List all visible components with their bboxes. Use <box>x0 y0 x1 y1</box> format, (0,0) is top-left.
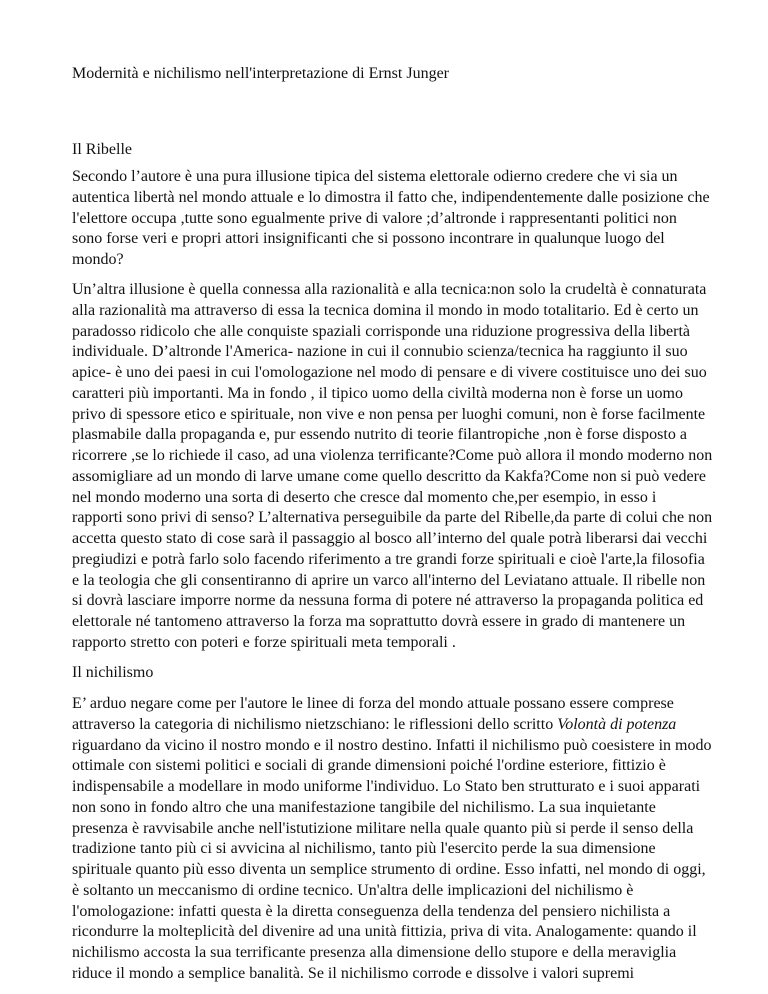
text-line: indispensabile a modellare in modo uniforme l'individuo. Lo Stato ben strutturato e i suoi apparati <box>72 778 701 795</box>
text-line: spirituale quanto più esso diventa un semplice strumento di ordine. Esso infatti, nel mondo di oggi, <box>72 861 706 878</box>
title-text: Modernità e nichilismo nell'interpretazione di Ernst Junger <box>72 65 449 82</box>
paragraph-2 <box>72 280 712 654</box>
document-title <box>72 64 449 85</box>
text-line: Un’altra illusione è quella connessa alla razionalità e alla tecnica:non solo la crudeltà è connaturata <box>72 281 707 298</box>
text-line: nichilismo accosta la sua terrificante presenza alla dimensione dello stupore e della meraviglia <box>72 944 677 961</box>
text-line: ottimale con sistemi politici e sociali di grande dimensioni poiché l'ordine esteriore, fittizio è <box>72 757 666 775</box>
text-line: riduce il mondo a semplice banalità. Se il nichilismo corrode e dissolve i valori supremi <box>72 964 635 982</box>
text-line: ricondurre la molteplicità del divenire ad una unità fittizia, priva di vita. Analogamente: quando il <box>72 923 697 941</box>
section-heading-nichilismo <box>72 663 153 684</box>
text-line: caratteri più importanti. Ma in fondo , il tipico uomo della civiltà moderna non è forse un uomo <box>72 384 683 402</box>
text-line: E’ arduo negare come per l'autore le linee di forza del mondo attuale possano essere comprese <box>72 695 674 712</box>
text-segment: attraverso la categoria di nichilismo nietzschiano: le riflessioni dello scritto <box>72 715 558 733</box>
text-line: rapporti sono privi di senso? L’alternativa perseguibile da parte del Ribelle,da parte di colui che non <box>72 509 713 527</box>
text-line: non sono in fondo altro che una manifestazione tangibile del nichilismo. La sua inquietante <box>72 798 656 816</box>
text-line: plasmabile dalla propaganda e, pur essendo nutrito di teorie filantropiche ,non è forse disposto a <box>72 426 687 444</box>
heading-text: Il nichilismo <box>72 664 154 681</box>
text-line: autentica libertà nel mondo attuale e lo dimostra il fatto che, indipendentemente dalle posizione che <box>72 188 710 206</box>
text-line: sono forse veri e propri attori insignificanti che si possono incontrare in qualunque luogo del <box>72 230 665 248</box>
text-line: ricorrere ,se lo richiede il caso, ad una violenza terrificante?Come può allora il mondo moderno non <box>72 447 713 464</box>
text-line: individuale. D’altronde l'America- nazione in cui il connubio scienza/tecnica ha raggiunto il suo <box>72 343 688 361</box>
book-title-italic: Volontà di potenza <box>557 715 677 733</box>
text-line: Secondo l’autore è una pura illusione tipica del sistema elettorale odierno credere che vi sia un <box>72 168 678 185</box>
section-heading-ribelle <box>72 140 132 161</box>
text-line: l'omologazione: infatti questa è la diretta conseguenza della tendenza del pensiero nichilista a <box>72 902 671 920</box>
text-line: si dovrà lasciare imporre norme da nessuna forma di potere né attraverso la propaganda politica ed <box>72 592 704 610</box>
text-line: presenza è ravvisabile anche nell'istutizione militare nella quale quanto più si perde il senso della <box>72 819 694 837</box>
text-line: assomigliare ad un mondo di larve umane come quello descritto da Kakfa?Come non si può vedere <box>72 467 707 485</box>
text-line: alla razionalità ma attraverso di essa la tecnica domina il mondo in modo totalitario. Ed è certo un <box>72 301 699 319</box>
text-line: pregiudizi e potrà farlo solo facendo riferimento a tre grandi forze spirituali e cioè l'arte,la filosofia <box>72 550 705 568</box>
text-line: paradosso ridicolo che alle conquiste spaziali corrisponde una riduzione progressiva della libertà <box>72 322 691 340</box>
text-line: tradizione tanto più ci si avvicina al nichilismo, tanto più l'esercito perde la sua dimensione <box>72 840 656 858</box>
text-line: e la teologia che gli consentiranno di aprire un varco all'interno del Leviatano attuale. Il ribelle non <box>72 571 706 589</box>
text-line: rapporto stretto con poteri e forze spirituali meta temporali . <box>72 633 456 651</box>
paragraph-3-rest <box>72 736 711 985</box>
paragraph-3 <box>72 694 711 985</box>
text-line: accetta questo stato di cose sarà il passaggio al bosco all’interno del quale potrà liberarsi dai vecchi <box>72 530 708 547</box>
text-line: riguardano da vicino il nostro mondo e il nostro destino. Infatti il nichilismo può coesistere in modo <box>72 736 712 754</box>
text-line: privo di spessore etico e spirituale, non vive e non pensa per luoghi comuni, non è forse facilmente <box>72 405 706 423</box>
text-line <box>72 715 711 736</box>
text-line: l'elettore occupa ,tutte sono egualmente prive di valore ;d’altronde i rappresentanti politici non <box>72 209 677 227</box>
text-line: apice- è uno dei paesi in cui l'omologazione nel modo di pensare e di vivere costituisce uno dei suo <box>72 364 707 381</box>
paragraph-1 <box>72 167 710 271</box>
text-line: è soltanto un meccanismo di ordine tecnico. Un'altra delle implicazioni del nichilismo è <box>72 881 634 899</box>
heading-text: Il Ribelle <box>72 141 132 158</box>
text-line: mondo? <box>72 251 124 268</box>
text-line: elettorale né tantomeno attraverso la forza ma soprattutto dovrà essere in grado di mantenere un <box>72 613 686 630</box>
text-line: nel mondo moderno una sorta di deserto che cresce dal momento che,per esempio, in esso i <box>72 488 657 506</box>
